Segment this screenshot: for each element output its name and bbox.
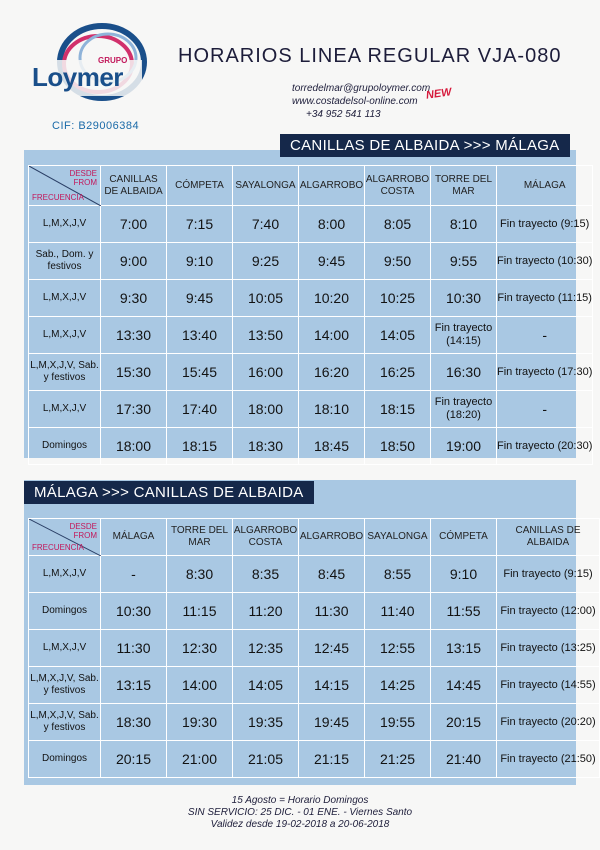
time-cell: 10:30 <box>101 593 167 630</box>
time-cell: Fin trayecto (12:00) <box>497 593 600 630</box>
contact-website[interactable]: www.costadelsol-online.com <box>292 96 418 107</box>
time-cell: Fin trayecto (10:30) <box>497 243 593 280</box>
time-cell: 9:30 <box>101 280 167 317</box>
time-cell: 15:30 <box>101 354 167 391</box>
page-title: HORARIOS LINEA REGULAR VJA-080 <box>178 45 562 67</box>
time-cell: 16:30 <box>431 354 497 391</box>
desde-label: DESDE <box>69 169 97 178</box>
time-cell: 18:50 <box>365 428 431 465</box>
time-cell: 16:20 <box>299 354 365 391</box>
frequency-cell: L,M,X,J,V <box>29 280 101 317</box>
time-cell: 21:15 <box>299 741 365 778</box>
stop-header: ALGARROBO <box>299 519 365 556</box>
time-cell: 9:50 <box>365 243 431 280</box>
frequency-cell: Sab., Dom. y festivos <box>29 243 101 280</box>
logo-text: Loymer <box>32 62 123 92</box>
time-cell: 12:30 <box>167 630 233 667</box>
time-cell: Fin trayecto (13:25) <box>497 630 600 667</box>
contact-block <box>292 82 453 121</box>
time-cell: 18:10 <box>299 391 365 428</box>
route1-title: CANILLAS DE ALBAIDA >>> MÁLAGA <box>280 134 570 157</box>
time-cell: Fin trayecto (14:55) <box>497 667 600 704</box>
time-cell: 11:55 <box>431 593 497 630</box>
frequency-cell: L,M,X,J,V <box>29 630 101 667</box>
frequency-cell: L,M,X,J,V, Sab. y festivos <box>29 667 101 704</box>
table-row <box>29 667 600 704</box>
time-cell: 14:05 <box>233 667 299 704</box>
table-row <box>29 391 593 428</box>
stop-header: MÁLAGA <box>101 519 167 556</box>
time-cell: 8:45 <box>299 556 365 593</box>
time-cell: 11:30 <box>101 630 167 667</box>
time-cell: 12:55 <box>365 630 431 667</box>
frequency-cell: L,M,X,J,V <box>29 556 101 593</box>
stop-header: CANILLAS DE ALBAIDA <box>497 519 600 556</box>
table-row <box>29 556 600 593</box>
time-cell: 8:05 <box>365 206 431 243</box>
footer-line-3: Validez desde 19-02-2018 a 20-06-2018 <box>210 819 390 830</box>
frequency-cell: Domingos <box>29 593 101 630</box>
frequency-cell: L,M,X,J,V <box>29 206 101 243</box>
desde-label: DESDE <box>69 522 97 531</box>
time-cell: 20:15 <box>431 704 497 741</box>
table-row <box>29 354 593 391</box>
time-cell: 14:25 <box>365 667 431 704</box>
stop-header: TORRE DEL MAR <box>167 519 233 556</box>
time-cell: 19:35 <box>233 704 299 741</box>
from-label: FROM <box>73 178 97 187</box>
time-cell: 8:00 <box>299 206 365 243</box>
table-row <box>29 280 593 317</box>
time-cell: 9:10 <box>167 243 233 280</box>
time-cell: 18:15 <box>167 428 233 465</box>
frequency-cell: L,M,X,J,V, Sab. y festivos <box>29 704 101 741</box>
corner-cell <box>29 166 101 206</box>
contact-email[interactable]: torredelmar@grupoloymer.com <box>292 83 431 94</box>
time-cell: 7:15 <box>167 206 233 243</box>
corner-cell <box>29 519 101 556</box>
time-cell: 19:30 <box>167 704 233 741</box>
time-cell: 21:40 <box>431 741 497 778</box>
frecuencia-label: FRECUENCIA <box>32 543 85 552</box>
stop-header: ALGARROBO COSTA <box>365 166 431 206</box>
stop-header: CANILLAS DE ALBAIDA <box>101 166 167 206</box>
time-cell: - <box>497 391 593 428</box>
time-cell: 14:45 <box>431 667 497 704</box>
time-cell: - <box>101 556 167 593</box>
time-cell: 9:00 <box>101 243 167 280</box>
frequency-cell: L,M,X,J,V, Sab. y festivos <box>29 354 101 391</box>
time-cell: Fin trayecto (18:20) <box>431 391 497 428</box>
time-cell: 10:05 <box>233 280 299 317</box>
route2-timetable <box>28 518 600 778</box>
time-cell: 20:15 <box>101 741 167 778</box>
stop-header: MÁLAGA <box>497 166 593 206</box>
stop-header: CÓMPETA <box>167 166 233 206</box>
time-cell: 8:10 <box>431 206 497 243</box>
stop-header: TORRE DEL MAR <box>431 166 497 206</box>
time-cell: 10:25 <box>365 280 431 317</box>
frequency-cell: Domingos <box>29 428 101 465</box>
time-cell: Fin trayecto (11:15) <box>497 280 593 317</box>
stop-header: ALGARROBO <box>299 166 365 206</box>
time-cell: 18:30 <box>101 704 167 741</box>
header-row <box>29 166 593 206</box>
time-cell: 9:45 <box>167 280 233 317</box>
table-row <box>29 704 600 741</box>
route2-title: MÁLAGA >>> CANILLAS DE ALBAIDA <box>24 481 314 504</box>
stop-header: ALGARROBO COSTA <box>233 519 299 556</box>
time-cell: 8:30 <box>167 556 233 593</box>
cif-number: CIF: B29006384 <box>52 120 140 132</box>
time-cell: 17:40 <box>167 391 233 428</box>
time-cell: 18:00 <box>233 391 299 428</box>
time-cell: 21:00 <box>167 741 233 778</box>
time-cell: 21:05 <box>233 741 299 778</box>
time-cell: Fin trayecto (20:30) <box>497 428 593 465</box>
time-cell: - <box>497 317 593 354</box>
frecuencia-label: FRECUENCIA <box>32 193 85 202</box>
time-cell: 13:40 <box>167 317 233 354</box>
frequency-cell: Domingos <box>29 741 101 778</box>
table-row <box>29 630 600 667</box>
time-cell: 9:10 <box>431 556 497 593</box>
footer-notes <box>0 795 600 831</box>
time-cell: 14:00 <box>167 667 233 704</box>
time-cell: 14:15 <box>299 667 365 704</box>
time-cell: 12:45 <box>299 630 365 667</box>
logo-group-text: GRUPO <box>98 56 128 65</box>
time-cell: Fin trayecto (17:30) <box>497 354 593 391</box>
time-cell: 13:50 <box>233 317 299 354</box>
time-cell: 9:55 <box>431 243 497 280</box>
time-cell: Fin trayecto (9:15) <box>497 206 593 243</box>
table-row <box>29 593 600 630</box>
table-row <box>29 317 593 354</box>
time-cell: Fin trayecto (20:20) <box>497 704 600 741</box>
table-row <box>29 741 600 778</box>
time-cell: 9:45 <box>299 243 365 280</box>
time-cell: 16:25 <box>365 354 431 391</box>
time-cell: 16:00 <box>233 354 299 391</box>
time-cell: 13:15 <box>431 630 497 667</box>
footer-line-1: 15 Agosto = Horario Domingos <box>231 795 369 806</box>
time-cell: 13:30 <box>101 317 167 354</box>
time-cell: Fin trayecto (21:50) <box>497 741 600 778</box>
time-cell: 12:35 <box>233 630 299 667</box>
time-cell: 21:25 <box>365 741 431 778</box>
time-cell: 18:15 <box>365 391 431 428</box>
frequency-cell: L,M,X,J,V <box>29 391 101 428</box>
time-cell: 18:00 <box>101 428 167 465</box>
time-cell: 14:00 <box>299 317 365 354</box>
time-cell: 11:15 <box>167 593 233 630</box>
frequency-cell: L,M,X,J,V <box>29 317 101 354</box>
footer-line-2: SIN SERVICIO: 25 DIC. - 01 ENE. - Viernes Santo <box>187 807 413 818</box>
time-cell: 10:20 <box>299 280 365 317</box>
time-cell: 8:35 <box>233 556 299 593</box>
time-cell: 9:25 <box>233 243 299 280</box>
time-cell: 10:30 <box>431 280 497 317</box>
new-badge: NEW <box>425 86 453 102</box>
stop-header: SAYALONGA <box>365 519 431 556</box>
time-cell: 11:20 <box>233 593 299 630</box>
time-cell: 19:55 <box>365 704 431 741</box>
header-row <box>29 519 600 556</box>
table-row <box>29 206 593 243</box>
table-row <box>29 243 593 280</box>
time-cell: 19:00 <box>431 428 497 465</box>
time-cell: 14:05 <box>365 317 431 354</box>
time-cell: Fin trayecto (14:15) <box>431 317 497 354</box>
stop-header: SAYALONGA <box>233 166 299 206</box>
stop-header: CÓMPETA <box>431 519 497 556</box>
time-cell: 17:30 <box>101 391 167 428</box>
time-cell: 18:45 <box>299 428 365 465</box>
time-cell: 19:45 <box>299 704 365 741</box>
time-cell: 7:00 <box>101 206 167 243</box>
table-row <box>29 428 593 465</box>
time-cell: 8:55 <box>365 556 431 593</box>
route1-timetable <box>28 165 593 465</box>
time-cell: 18:30 <box>233 428 299 465</box>
time-cell: 13:15 <box>101 667 167 704</box>
time-cell: Fin trayecto (9:15) <box>497 556 600 593</box>
time-cell: 15:45 <box>167 354 233 391</box>
contact-phone: +34 952 541 113 <box>306 109 381 120</box>
time-cell: 11:30 <box>299 593 365 630</box>
time-cell: 7:40 <box>233 206 299 243</box>
from-label: FROM <box>73 531 97 540</box>
time-cell: 11:40 <box>365 593 431 630</box>
